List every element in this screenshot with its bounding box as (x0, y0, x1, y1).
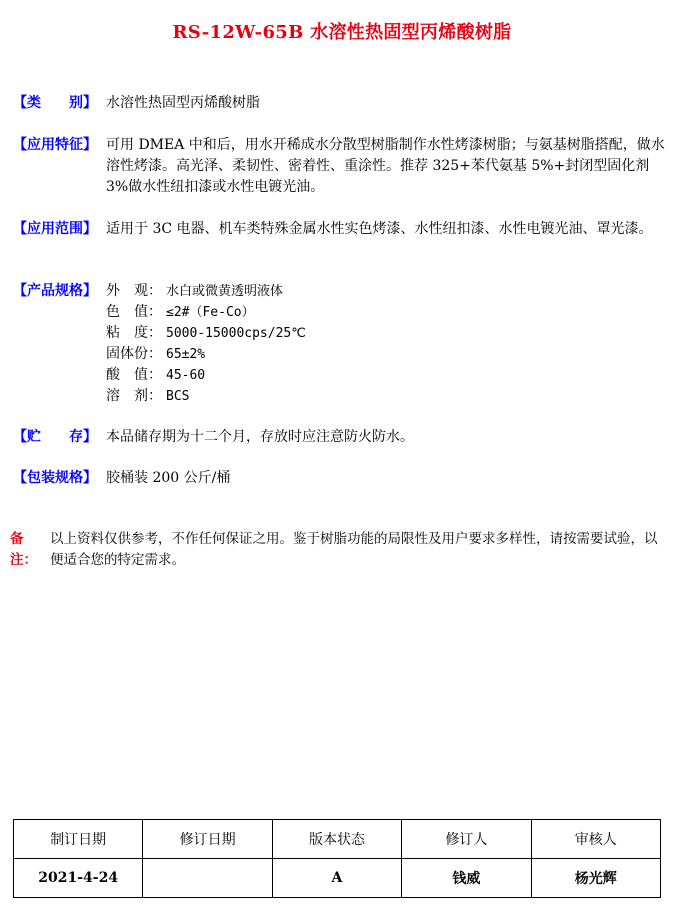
header-reviser: 修订人 (402, 820, 531, 859)
category-section (13, 93, 673, 114)
spec-item (106, 365, 673, 386)
specs-list (106, 281, 673, 407)
note-value: 以上资料仅供参考，不作任何保证之用。鉴于树脂功能的局限性及用户要求多样性，请按需要试验，以便适合您的特定需求。 (50, 531, 658, 568)
header-approver: 审核人 (531, 820, 660, 859)
spec-item (106, 344, 673, 365)
packaging-value: 胶桶装 200 公斤/桶 (106, 470, 231, 486)
spec-item (106, 302, 673, 323)
revision-table (13, 819, 661, 898)
cell-created-date: 2021-4-24 (14, 859, 143, 898)
spec-key: 色 值： (106, 304, 162, 320)
packaging-section (13, 468, 673, 489)
spec-item (106, 281, 673, 302)
storage-value: 本品储存期为十二个月，存放时应注意防火防水。 (106, 429, 414, 445)
spec-item (106, 323, 673, 344)
scope-label: 【应用范围】 (13, 221, 97, 237)
cell-revised-date (143, 859, 272, 898)
specs-label: 【产品规格】 (13, 283, 97, 299)
spec-key: 粘 度： (106, 325, 162, 341)
category-value: 水溶性热固型丙烯酸树脂 (106, 95, 260, 111)
header-version: 版本状态 (272, 820, 401, 859)
scope-value: 适用于 3C 电器、机车类特殊金属水性实色烤漆、水性纽扣漆、水性电镀光油、罩光漆。 (106, 221, 653, 237)
category-label: 【类 别】 (13, 95, 97, 111)
spec-value: 水白或微黄透明液体 (166, 284, 284, 299)
note-label: 备注： (10, 531, 37, 568)
table-row (14, 859, 661, 898)
specs-section (13, 281, 673, 407)
features-label: 【应用特征】 (13, 137, 97, 153)
spec-item (106, 386, 673, 407)
spec-key: 酸 值： (106, 367, 162, 383)
note-section (10, 529, 670, 571)
features-section (13, 135, 673, 198)
spec-key: 溶 剂： (106, 388, 162, 404)
features-value: 可用 DMEA 中和后，用水开稀成水分散型树脂制作水性烤漆树脂；与氨基树脂搭配，做水溶性烤漆。高光泽、柔韧性、密着性、重涂性。推荐 325+苯代氨基 5%+封闭型固化剂 3%做水性纽扣漆或水性电镀光油。 (106, 137, 665, 195)
spec-value: BCS (166, 389, 190, 404)
header-revised-date: 修订日期 (143, 820, 272, 859)
spec-value: ≤2#（Fe-Co） (166, 305, 255, 320)
spec-key: 固体份： (106, 346, 162, 362)
spec-value: 65±2% (166, 347, 206, 362)
packaging-label: 【包装规格】 (13, 470, 97, 486)
storage-label: 【贮 存】 (13, 429, 97, 445)
header-created-date: 制订日期 (14, 820, 143, 859)
spec-key: 外 观： (106, 283, 162, 299)
scope-section (13, 219, 673, 240)
cell-approver: 杨光辉 (531, 859, 660, 898)
spec-value: 45-60 (166, 368, 206, 383)
storage-section (13, 427, 673, 448)
document-title: RS-12W-65B 水溶性热固型丙烯酸树脂 (172, 22, 512, 43)
cell-version: A (272, 859, 401, 898)
table-header-row (14, 820, 661, 859)
spec-value: 5000-15000cps/25℃ (166, 326, 306, 341)
cell-reviser: 钱威 (402, 859, 531, 898)
